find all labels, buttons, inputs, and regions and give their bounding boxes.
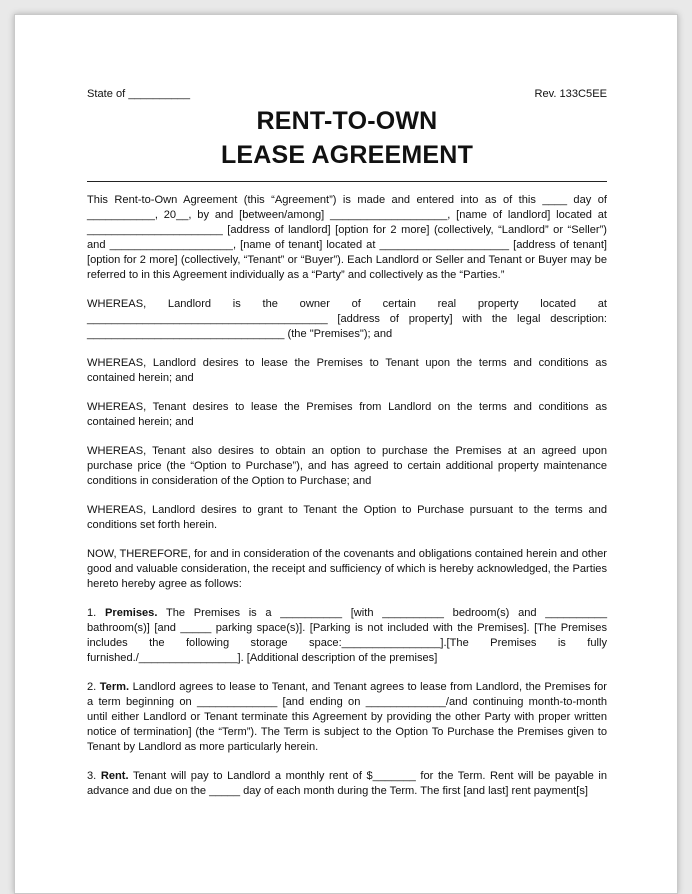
document-title xyxy=(87,104,607,172)
section-text: The Premises is a __________ [with __________ bedroom(s) and __________ bathroom(s)] [and _____ parking space(s)]. [Parking is not included with the Premises]. [The Premises includes the following storage space:________________].[The Premises is fully furnished./________________]. [Additional description of the premises] xyxy=(87,607,607,664)
title-divider xyxy=(87,181,607,182)
section-number: 1. xyxy=(87,607,97,619)
whereas-paragraph-2: WHEREAS, Landlord desires to lease the Premises to Tenant upon the terms and conditions as contained herein; and xyxy=(87,357,607,384)
title-line-1: RENT-TO-OWN xyxy=(256,107,438,135)
section-number: 3. xyxy=(87,770,97,782)
state-of-field: State of __________ xyxy=(87,88,191,100)
section-rent xyxy=(87,769,607,799)
section-heading: Premises. xyxy=(104,607,158,619)
section-text: Landlord agrees to lease to Tenant, and Tenant agrees to lease from Landlord, the Premises for a term beginning on _____________ [and ending on _____________/and continuing month-to-month until either Landlord or Tenant terminate this Agreement by providing the other Party with proper written notice of termination] (the “Term”). The Term is subject to the Option To Purchase the Premises given to Tenant by Landlord as more particularly herein. xyxy=(87,681,607,753)
section-text: Tenant will pay to Landlord a monthly rent of $_______ for the Term. Rent will be payable in advance and due on the _____ day of each month during the Term. The first [and last] rent payment[s] xyxy=(87,770,607,797)
section-heading: Rent. xyxy=(100,770,129,782)
whereas-paragraph-4: WHEREAS, Tenant also desires to obtain an option to purchase the Premises at an agreed upon purchase price (the “Option to Purchase”), and has agreed to certain additional property maintenance conditions in consideration of the Option to Purchase; and xyxy=(87,445,607,487)
header-line xyxy=(87,87,607,102)
section-number: 2. xyxy=(87,681,97,693)
document-content xyxy=(87,87,607,813)
section-term xyxy=(87,680,607,755)
whereas-paragraph-5: WHEREAS, Landlord desires to grant to Tenant the Option to Purchase pursuant to the terms and conditions set forth herein. xyxy=(87,504,607,531)
document-page xyxy=(14,14,678,894)
intro-paragraph: This Rent-to-Own Agreement (this “Agreement”) is made and entered into as of this ____ day of ___________, 20__, by and [between/among] ___________________, [name of landlord] located at ______________________ [address of landlord] [option for 2 more] (collectively, “Landlord” or “Seller”) and ____________________, [name of tenant] located at _____________________ [address of tenant] [option for 2 more] (collectively, “Tenant” or “Buyer”). Each Landlord or Seller and Tenant or Buyer may be referred to in this Agreement individually as a “Party” and collectively as the “Parties.” xyxy=(87,194,607,281)
now-therefore-paragraph: NOW, THEREFORE, for and in consideration of the covenants and obligations contained herein and other good and valuable consideration, the receipt and sufficiency of which is hereby acknowledged, the Parties hereto hereby agree as follows: xyxy=(87,548,607,590)
title-line-2: LEASE AGREEMENT xyxy=(220,141,474,169)
revision-code: Rev. 133C5EE xyxy=(534,88,607,100)
whereas-paragraph-3: WHEREAS, Tenant desires to lease the Premises from Landlord on the terms and conditions as contained herein; and xyxy=(87,401,607,428)
section-heading: Term. xyxy=(99,681,130,693)
whereas-paragraph-1: WHEREAS, Landlord is the owner of certain real property located at _______________________________________ [address of property] with the legal description: ________________________________ (the "Premises"); and xyxy=(87,298,607,340)
section-premises xyxy=(87,606,607,666)
